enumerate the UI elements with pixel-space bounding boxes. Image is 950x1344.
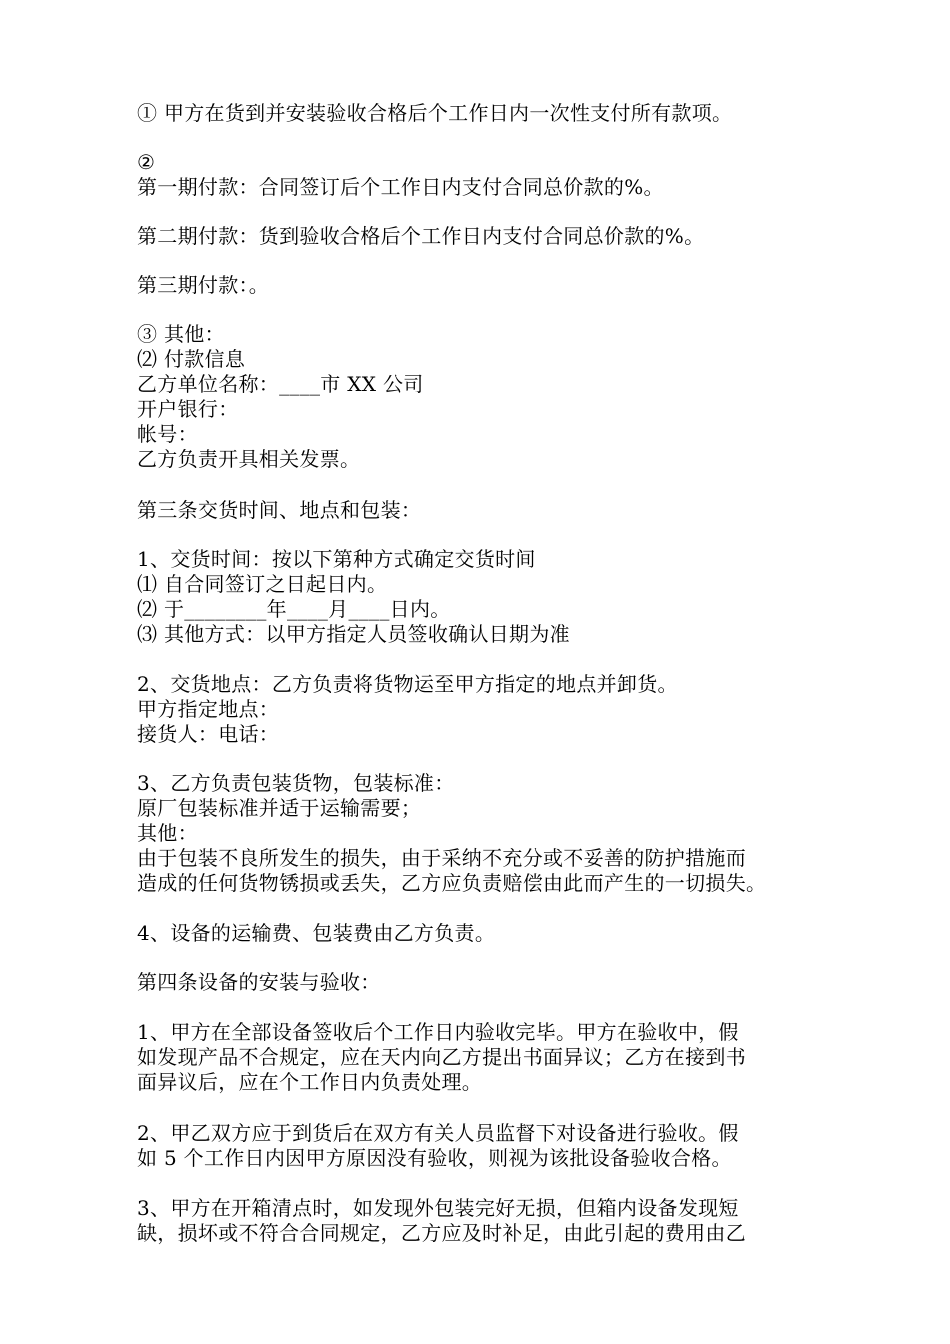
installment-1: 第一期付款：合同签订后个工作日内支付合同总价款的%。 (137, 175, 664, 199)
delivery-time-option-3: ⑶ 其他方式：以甲方指定人员签收确认日期为准 (137, 622, 570, 646)
bank-name: 开户银行： (137, 397, 239, 421)
acceptance-3-line-2: 缺，损坏或不符合合同规定，乙方应及时补足，由此引起的费用由乙 (137, 1221, 746, 1245)
acceptance-1-line-3: 面异议后，应在个工作日内负责处理。 (137, 1070, 483, 1094)
article-3-heading: 第三条交货时间、地点和包装： (137, 498, 422, 522)
payment-info-heading: ⑵ 付款信息 (137, 347, 246, 371)
clause-payment-option-3: ③ 其他： (137, 322, 225, 346)
invoice-note: 乙方负责开具相关发票。 (137, 447, 361, 471)
transport-fees: 4、设备的运输费、包装费由乙方负责。 (137, 921, 496, 945)
designated-location: 甲方指定地点： (137, 697, 280, 721)
receiver-phone: 接货人：电话： (137, 722, 280, 746)
delivery-place: 2、交货地点：乙方负责将货物运至甲方指定的地点并卸货。 (137, 672, 678, 696)
acceptance-2-line-1: 2、甲乙双方应于到货后在双方有关人员监督下对设备进行验收。假 (137, 1121, 739, 1145)
account-number: 帐号： (137, 422, 198, 446)
packaging-original: 原厂包装标准并适于运输需要； (137, 796, 422, 820)
packaging-liability-line-2: 造成的任何货物锈损或丢失，乙方应负责赔偿由此而产生的一切损失。 (137, 871, 767, 895)
article-4-heading: 第四条设备的安装与验收： (137, 970, 381, 994)
acceptance-1-line-1: 1、甲方在全部设备签收后个工作日内验收完毕。甲方在验收中，假 (137, 1020, 739, 1044)
acceptance-1-line-2: 如发现产品不合规定，应在天内向乙方提出书面异议；乙方在接到书 (137, 1045, 746, 1069)
installment-2: 第二期付款：货到验收合格后个工作日内支付合同总价款的%。 (137, 224, 705, 248)
acceptance-3-line-1: 3、甲方在开箱清点时，如发现外包装完好无损，但箱内设备发现短 (137, 1196, 739, 1220)
party-b-name: 乙方单位名称：____市 XX 公司 (137, 372, 424, 396)
packaging-other: 其他： (137, 821, 198, 845)
clause-payment-option-2: ② (137, 150, 156, 174)
delivery-time-option-1: ⑴ 自合同签订之日起日内。 (137, 572, 388, 596)
packaging-liability-line-1: 由于包装不良所发生的损失，由于采纳不充分或不妥善的防护措施而 (137, 846, 746, 870)
installment-3: 第三期付款：。 (137, 273, 270, 297)
delivery-time-option-2: ⑵ 于________年____月____日内。 (137, 597, 451, 621)
clause-payment-option-1: ① 甲方在货到并安装验收合格后个工作日内一次性支付所有款项。 (137, 101, 733, 125)
acceptance-2-line-2: 如 5 个工作日内因甲方原因没有验收，则视为该批设备验收合格。 (137, 1146, 732, 1170)
packaging-standard: 3、乙方负责包装货物，包装标准： (137, 771, 455, 795)
delivery-time: 1、交货时间：按以下第种方式确定交货时间 (137, 547, 536, 571)
